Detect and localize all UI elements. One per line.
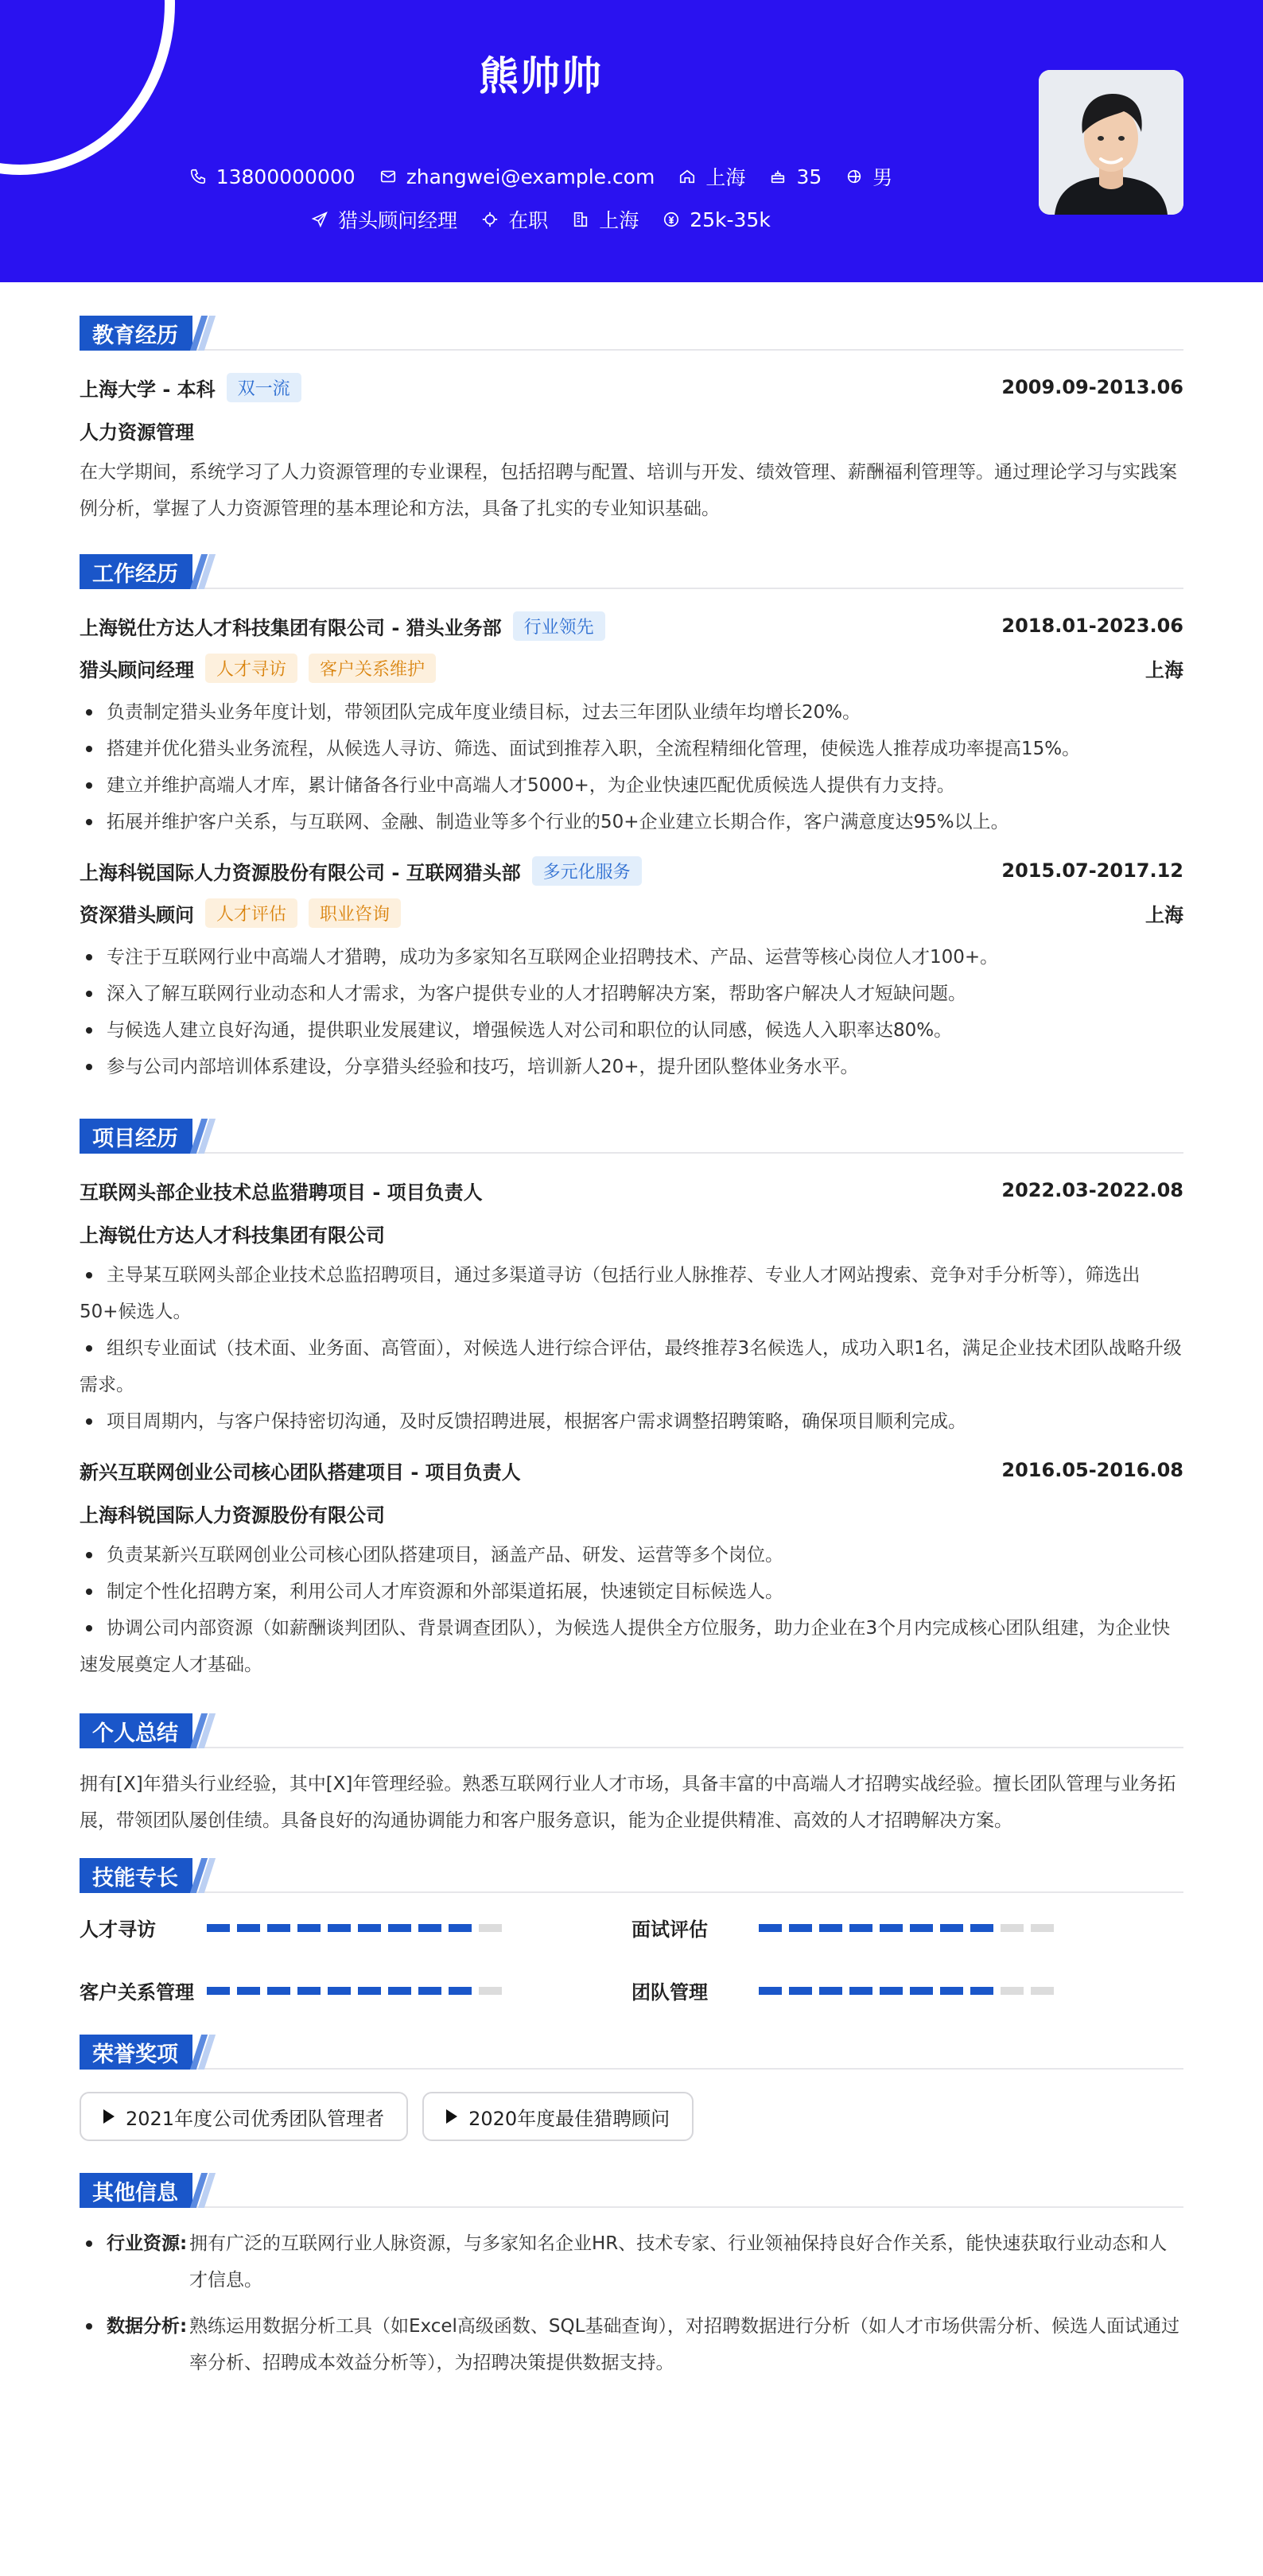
section-header bbox=[80, 551, 1183, 589]
list-item: 搭建并优化猎头业务流程，从候选人寻访、筛选、面试到推荐入职，全流程精细化管理，使候选人推荐成功率提高15%。 bbox=[80, 731, 1183, 767]
list-item: 负责制定猎头业务年度计划，带领团队完成年度业绩目标，过去三年团队业绩年均增长20%。 bbox=[80, 694, 1183, 731]
work-city: 上海 bbox=[1145, 903, 1183, 926]
company-line bbox=[80, 856, 642, 886]
school-tag: 双一流 bbox=[227, 373, 301, 402]
skill-name: 面试评估 bbox=[632, 1918, 708, 1941]
list-item: 建立并维护高端人才库，累计储备各行业中高端人才5000+，为企业快速匹配优质候选人提供有力支持。 bbox=[80, 767, 1183, 804]
other-label: 行业资源: bbox=[107, 2233, 188, 2254]
skill-segment-filled bbox=[418, 1924, 441, 1932]
role-name: 猎头顾问经理 bbox=[80, 658, 194, 681]
phone-icon bbox=[189, 168, 207, 185]
skill-segment-filled bbox=[237, 1987, 260, 1995]
school-line bbox=[80, 373, 301, 402]
skill-segment-empty bbox=[1031, 1924, 1054, 1932]
company-name: 上海锐仕方达人才科技集团有限公司 - 猎头业务部 bbox=[80, 616, 502, 639]
skill-segment-filled bbox=[267, 1987, 290, 1995]
work-bullet-list bbox=[80, 939, 1183, 1085]
other-text: 熟练运用数据分析工具（如Excel高级函数、SQL基础查询），对招聘数据进行分析（如人才市场供需分析、候选人面试通过率分析、招聘成本效益分析等），为招聘决策提供数据支持。 bbox=[189, 2316, 1179, 2373]
education-date: 2009.09-2013.06 bbox=[1001, 376, 1183, 398]
list-item bbox=[80, 2225, 1183, 2299]
section-title-other: 其他信息 bbox=[80, 2173, 192, 2208]
project-company: 上海科锐国际人力资源股份有限公司 bbox=[80, 1503, 385, 1527]
honor-badge bbox=[80, 2092, 408, 2141]
skill-level-bar bbox=[207, 1924, 502, 1932]
skill-segment-filled bbox=[328, 1924, 351, 1932]
skill-segment-filled bbox=[358, 1987, 381, 1995]
skill-segment-filled bbox=[940, 1987, 963, 1995]
skills-section bbox=[80, 1839, 1183, 2004]
education-description: 在大学期间，系统学习了人力资源管理的专业课程，包括招聘与配置、培训与开发、绩效管理、薪酬福利管理等。通过理论学习与实践案例分析，掌握了人力资源管理的基本理论和方法，具备了扎实的专业知识基础。 bbox=[80, 462, 1177, 519]
email-text: zhangwei@example.com bbox=[406, 165, 655, 188]
gender-icon bbox=[845, 168, 863, 185]
cake-icon bbox=[769, 168, 787, 185]
skill-segment-empty bbox=[1001, 1987, 1024, 1995]
work-company-row bbox=[80, 852, 1183, 890]
skill-segment-filled bbox=[207, 1924, 230, 1932]
target-role-text: 猎头顾问经理 bbox=[338, 209, 458, 232]
honor-list bbox=[80, 2092, 1183, 2141]
role-tag: 职业咨询 bbox=[309, 898, 401, 928]
salary-info bbox=[663, 208, 771, 231]
project-bullet-list bbox=[80, 1537, 1183, 1683]
skill-item bbox=[80, 1914, 632, 1942]
age-info bbox=[769, 165, 822, 188]
skill-segment-filled bbox=[449, 1924, 472, 1932]
contact-row bbox=[0, 162, 1082, 191]
role-name: 资深猎头顾问 bbox=[80, 903, 194, 926]
project-bullet-list bbox=[80, 1257, 1183, 1440]
project-date: 2022.03-2022.08 bbox=[1001, 1179, 1183, 1201]
education-section bbox=[80, 282, 1183, 527]
skill-segment-filled bbox=[759, 1924, 782, 1932]
age-text: 35 bbox=[796, 165, 822, 188]
skill-segment-filled bbox=[388, 1924, 411, 1932]
section-header bbox=[80, 312, 1183, 351]
project-header-row bbox=[80, 1171, 1183, 1209]
section-title-work: 工作经历 bbox=[80, 554, 192, 589]
target-role-info bbox=[311, 205, 457, 234]
home-icon bbox=[678, 168, 696, 185]
list-item: 协调公司内部资源（如薪酬谈判团队、背景调查团队），为候选人提供全方位服务，助力企业在3个月内完成核心团队组建，为企业快速发展奠定人才基础。 bbox=[80, 1610, 1183, 1683]
work-city: 上海 bbox=[1145, 658, 1183, 681]
phone-info bbox=[189, 165, 356, 188]
send-icon bbox=[311, 211, 328, 228]
skill-segment-filled bbox=[759, 1987, 782, 1995]
skill-segment-filled bbox=[849, 1987, 872, 1995]
work-date: 2015.07-2017.12 bbox=[1001, 859, 1183, 882]
company-tag: 多元化服务 bbox=[532, 856, 642, 886]
section-header bbox=[80, 2031, 1183, 2070]
skills-grid bbox=[80, 1914, 1183, 2004]
list-item: 与候选人建立良好沟通，提供职业发展建议，增强候选人对公司和职位的认同感，候选人入职率达80%。 bbox=[80, 1012, 1183, 1049]
work-role-row bbox=[80, 890, 1183, 936]
status-text: 在职 bbox=[508, 209, 549, 232]
gender-info bbox=[845, 162, 892, 191]
education-header-row bbox=[80, 368, 1183, 406]
section-title-summary: 个人总结 bbox=[80, 1713, 192, 1748]
section-header bbox=[80, 1115, 1183, 1154]
company-tag: 行业领先 bbox=[513, 611, 605, 641]
skill-segment-empty bbox=[1031, 1987, 1054, 1995]
project-entry bbox=[80, 1171, 1183, 1440]
list-item: 深入了解互联网行业动态和人才需求，为客户提供专业的人才招聘解决方案，帮助客户解决人才短缺问题。 bbox=[80, 976, 1183, 1012]
skill-segment-filled bbox=[328, 1987, 351, 1995]
skill-segment-filled bbox=[297, 1924, 321, 1932]
skill-segment-empty bbox=[1001, 1924, 1024, 1932]
other-text: 拥有广泛的互联网行业人脉资源，与多家知名企业HR、技术专家、行业领袖保持良好合作关系，能快速获取行业动态和人才信息。 bbox=[189, 2233, 1168, 2291]
list-item: 拓展并维护客户关系，与互联网、金融、制造业等多个行业的50+企业建立长期合作，客户满意度达95%以上。 bbox=[80, 804, 1183, 840]
target-city-info bbox=[572, 205, 639, 234]
play-triangle-icon bbox=[103, 2109, 115, 2124]
resume-body bbox=[0, 282, 1263, 2381]
list-item: 主导某互联网头部企业技术总监招聘项目，通过多渠道寻访（包括行业人脉推荐、专业人才网站搜索、竞争对手分析等），筛选出50+候选人。 bbox=[80, 1257, 1183, 1330]
skill-level-bar bbox=[759, 1987, 1054, 1995]
skill-segment-filled bbox=[940, 1924, 963, 1932]
skill-level-bar bbox=[759, 1924, 1054, 1932]
company-name: 上海科锐国际人力资源股份有限公司 - 互联网猎头部 bbox=[80, 861, 521, 884]
project-entry bbox=[80, 1451, 1183, 1683]
work-date: 2018.01-2023.06 bbox=[1001, 615, 1183, 637]
project-name: 互联网头部企业技术总监猎聘项目 - 项目负责人 bbox=[80, 1181, 483, 1204]
work-role-row bbox=[80, 645, 1183, 691]
play-triangle-icon bbox=[446, 2109, 457, 2124]
skill-segment-filled bbox=[970, 1987, 993, 1995]
skill-item bbox=[632, 1977, 1183, 2004]
job-intent-row bbox=[0, 205, 1082, 234]
summary-section bbox=[80, 1683, 1183, 1839]
skill-segment-filled bbox=[789, 1987, 812, 1995]
project-company: 上海锐仕方达人才科技集团有限公司 bbox=[80, 1224, 385, 1247]
skill-segment-filled bbox=[358, 1924, 381, 1932]
list-item: 项目周期内，与客户保持密切沟通，及时反馈招聘进展，根据客户需求调整招聘策略，确保项目顺利完成。 bbox=[80, 1403, 1183, 1440]
project-header-row bbox=[80, 1451, 1183, 1489]
list-item bbox=[80, 2308, 1183, 2381]
skill-segment-filled bbox=[819, 1924, 842, 1932]
projects-section bbox=[80, 1085, 1183, 1683]
list-item: 参与公司内部培训体系建设，分享猎头经验和技巧，培训新人20+，提升团队整体业务水平。 bbox=[80, 1049, 1183, 1085]
skill-segment-filled bbox=[910, 1987, 933, 1995]
section-header bbox=[80, 1855, 1183, 1893]
work-company-row bbox=[80, 607, 1183, 645]
resume-header bbox=[0, 0, 1263, 282]
summary-text: 拥有[X]年猎头行业经验，其中[X]年管理经验。熟悉互联网行业人才市场，具备丰富的中高端人才招聘实战经验。擅长团队管理与业务拓展，带领团队屡创佳绩。具备良好的沟通协调能力和客户服务意识，能为企业提供精准、高效的人才招聘解决方案。 bbox=[80, 1774, 1176, 1831]
section-title-skills: 技能专长 bbox=[80, 1858, 192, 1893]
email-info bbox=[379, 165, 655, 188]
role-tag: 人才寻访 bbox=[205, 654, 297, 683]
honor-badge bbox=[422, 2092, 694, 2141]
skill-segment-empty bbox=[479, 1924, 502, 1932]
skill-segment-filled bbox=[237, 1924, 260, 1932]
building-icon bbox=[572, 211, 589, 228]
profile-photo bbox=[1039, 70, 1183, 215]
project-name: 新兴互联网创业公司核心团队搭建项目 - 项目负责人 bbox=[80, 1461, 521, 1484]
section-header bbox=[80, 2170, 1183, 2208]
section-title-projects: 项目经历 bbox=[80, 1119, 192, 1154]
work-entry bbox=[80, 607, 1183, 840]
skill-segment-filled bbox=[418, 1987, 441, 1995]
skill-segment-empty bbox=[479, 1987, 502, 1995]
skill-segment-filled bbox=[880, 1924, 903, 1932]
skill-name: 客户关系管理 bbox=[80, 1981, 194, 2004]
list-item: 组织专业面试（技术面、业务面、高管面），对候选人进行综合评估，最终推荐3名候选人，成功入职1名，满足企业技术团队战略升级需求。 bbox=[80, 1330, 1183, 1403]
money-icon bbox=[663, 211, 680, 228]
phone-text: 13800000000 bbox=[216, 165, 356, 188]
skill-segment-filled bbox=[388, 1987, 411, 1995]
skill-segment-filled bbox=[970, 1924, 993, 1932]
mail-icon bbox=[379, 168, 397, 185]
skill-segment-filled bbox=[819, 1987, 842, 1995]
skill-name: 人才寻访 bbox=[80, 1918, 156, 1941]
work-entry bbox=[80, 852, 1183, 1085]
skill-segment-filled bbox=[789, 1924, 812, 1932]
company-line bbox=[80, 611, 605, 641]
list-item: 负责某新兴互联网创业公司核心团队搭建项目，涵盖产品、研发、运营等多个岗位。 bbox=[80, 1537, 1183, 1573]
skill-segment-filled bbox=[449, 1987, 472, 1995]
status-info bbox=[481, 205, 548, 234]
list-item: 制定个性化招聘方案，利用公司人才库资源和外部渠道拓展，快速锁定目标候选人。 bbox=[80, 1573, 1183, 1610]
salary-text: 25k-35k bbox=[690, 208, 771, 231]
work-section bbox=[80, 527, 1183, 1085]
gender-text: 男 bbox=[872, 166, 893, 189]
skill-name: 团队管理 bbox=[632, 1981, 708, 2004]
status-icon bbox=[481, 211, 499, 228]
skill-segment-filled bbox=[849, 1924, 872, 1932]
role-tag: 人才评估 bbox=[205, 898, 297, 928]
skill-segment-filled bbox=[267, 1924, 290, 1932]
location-info bbox=[678, 162, 745, 191]
skill-level-bar bbox=[207, 1987, 502, 1995]
honor-text: 2021年度公司优秀团队管理者 bbox=[126, 2107, 385, 2130]
skill-item bbox=[80, 1977, 632, 2004]
list-item: 专注于互联网行业中高端人才猎聘，成功为多家知名互联网企业招聘技术、产品、运营等核心岗位人才100+。 bbox=[80, 939, 1183, 976]
skill-segment-filled bbox=[880, 1987, 903, 1995]
role-line bbox=[80, 654, 436, 683]
section-header bbox=[80, 1710, 1183, 1748]
skill-item bbox=[632, 1914, 1183, 1942]
school-name: 上海大学 - 本科 bbox=[80, 378, 216, 401]
skill-segment-filled bbox=[207, 1987, 230, 1995]
education-major: 人力资源管理 bbox=[80, 421, 194, 444]
section-title-education: 教育经历 bbox=[80, 316, 192, 351]
target-city-text: 上海 bbox=[599, 209, 639, 232]
work-bullet-list bbox=[80, 694, 1183, 840]
location-text: 上海 bbox=[705, 166, 746, 189]
project-date: 2016.05-2016.08 bbox=[1001, 1459, 1183, 1481]
honors-section bbox=[80, 2004, 1183, 2141]
section-title-honors: 荣誉奖项 bbox=[80, 2035, 192, 2070]
role-line bbox=[80, 898, 401, 928]
skill-segment-filled bbox=[910, 1924, 933, 1932]
other-section bbox=[80, 2141, 1183, 2381]
skill-segment-filled bbox=[297, 1987, 321, 1995]
role-tag: 客户关系维护 bbox=[309, 654, 436, 683]
candidate-name: 熊帅帅 bbox=[479, 53, 603, 99]
honor-text: 2020年度最佳猎聘顾问 bbox=[468, 2107, 670, 2130]
other-label: 数据分析: bbox=[107, 2316, 188, 2337]
